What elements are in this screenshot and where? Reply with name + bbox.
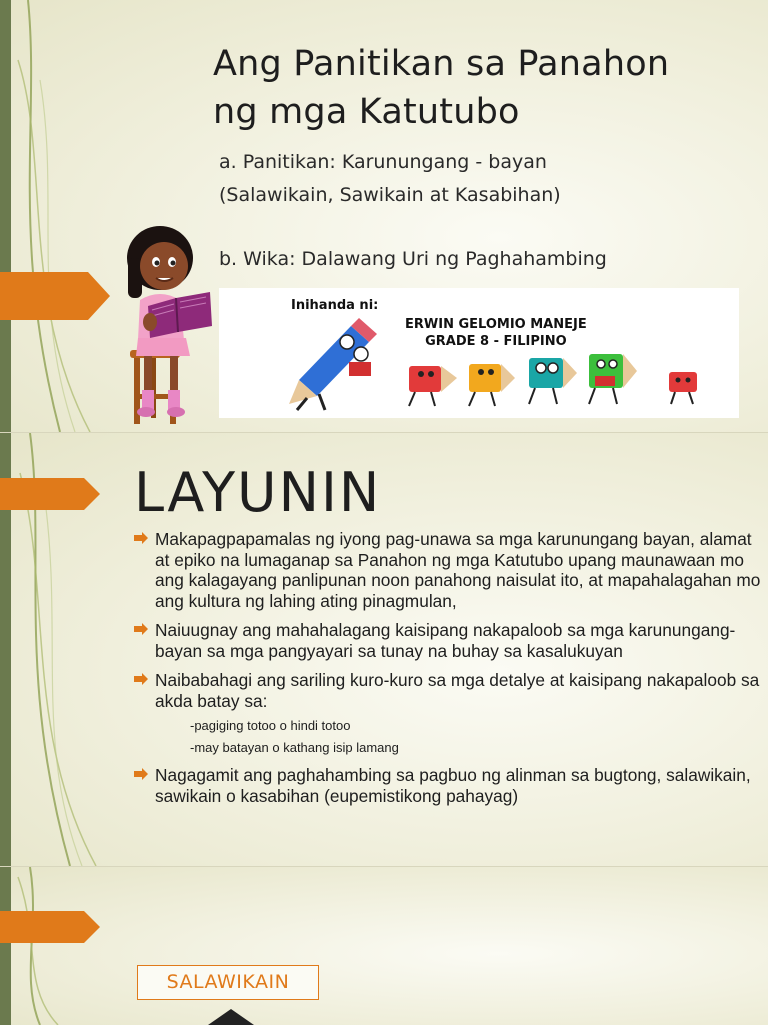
salawikain-label: SALAWIKAIN <box>137 965 319 1000</box>
author-block <box>405 316 587 350</box>
dark-shape-decoration <box>208 1009 254 1025</box>
author-name: ERWIN GELOMIO MANEJE <box>405 317 587 332</box>
list-item: Naibabahagi ang sariling kuro-kuro sa mga detalye at kaisipang nakapaloob sa akda batay sa: <box>134 670 764 711</box>
bullet-arrow-icon <box>134 673 148 685</box>
vine-decoration <box>0 0 130 432</box>
list-item: Nagagamit ang paghahambing sa pagbuo ng alinman sa bugtong, salawikain, sawikain o kasabihan (eupemistikong pahayag) <box>134 765 764 806</box>
slide-layunin <box>0 432 768 866</box>
item-a: a. Panitikan: Karunungang - bayan <box>219 151 547 173</box>
title-line-2: ng mga Katutubo <box>213 92 520 132</box>
reading-girl-illustration <box>118 222 218 428</box>
bullet-arrow-icon <box>134 532 148 544</box>
slide-salawikain <box>0 866 768 1025</box>
orange-arrow-icon <box>0 272 110 320</box>
title-line-1: Ang Panitikan sa Panahon <box>213 44 670 84</box>
list-item: Naiuugnay ang mahahalagang kaisipang nakapaloob sa mga karunungang-bayan sa mga pangyayari sa tunay na buhay sa kasalukuyan <box>134 620 764 661</box>
item-b: b. Wika: Dalawang Uri ng Paghahambing <box>219 248 607 270</box>
sub-point: -may batayan o kathang isip lamang <box>190 740 399 755</box>
layunin-heading: LAYUNIN <box>134 461 382 524</box>
grade-label: GRADE 8 - FILIPINO <box>425 334 567 349</box>
objectives-list <box>134 529 764 815</box>
sub-point: -pagiging totoo o hindi totoo <box>190 718 351 733</box>
vine-decoration <box>0 867 130 1025</box>
slide-title-heading <box>213 40 669 136</box>
list-item: Makapagpapamalas ng iyong pag-unawa sa mga karunungang bayan, alamat at epiko na lumaganap sa Panahon ng mga Katutubo upang maunawaan mo ang kalagayang panlipunan noon panahong naisulat ito, at mapahalagahan mo ang kultura ng lahing ating pinagmulan, <box>134 529 764 611</box>
item-a-detail: (Salawikain, Sawikain at Kasabihan) <box>219 184 561 206</box>
slide-title <box>0 0 768 432</box>
orange-arrow-icon <box>0 478 100 510</box>
prepared-by-banner <box>219 288 739 418</box>
bullet-arrow-icon <box>134 768 148 780</box>
bullet-arrow-icon <box>134 623 148 635</box>
prepared-by-label: Inihanda ni: <box>291 298 379 313</box>
orange-arrow-icon <box>0 911 100 943</box>
